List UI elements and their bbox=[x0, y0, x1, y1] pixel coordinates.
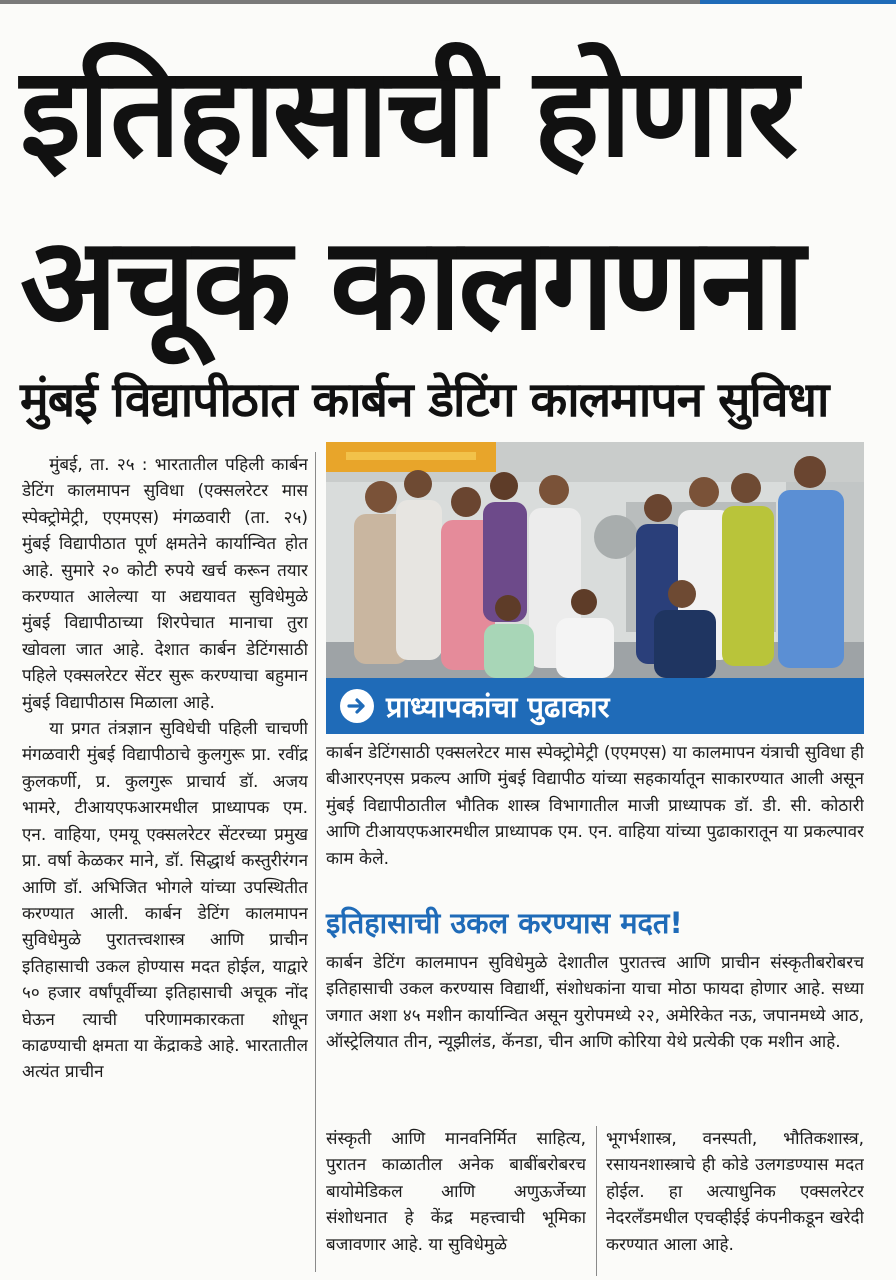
column-divider-2 bbox=[596, 1126, 597, 1276]
subsection-title: इतिहासाची उकल करण्यास मदत! bbox=[326, 906, 683, 940]
bottom-right-column bbox=[606, 1126, 864, 1276]
group-photo bbox=[326, 442, 864, 678]
sub-headline: मुंबई विद्यापीठात कार्बन डेटिंग कालमापन सुविधा bbox=[20, 372, 829, 428]
left-column bbox=[22, 452, 308, 1274]
column-divider bbox=[315, 452, 316, 1272]
bottom-middle-text: संस्कृती आणि मानवनिर्मित साहित्य, पुरातन काळातील अनेक बाबींबरोबरच बायोमेडिकल आणि अणुऊर्जेच्या संशोधनात हे केंद्र महत्त्वाची भूमिका बजावणार आहे. या सुविधेमुळे bbox=[326, 1129, 586, 1255]
right-mid-text: कार्बन डेटिंग कालमापन सुविधेमुळे देशातील पुरातत्त्व आणि प्राचीन संस्कृतीबरोबरच इतिहासाची उकल करण्यास विद्यार्थी, संशोधकांना याचा मोठा फायदा होणार आहे. सध्या जगात अशा ४५ मशीन कार्यान्वित असून युरोपमध्ये २२, अमेरिकेत नऊ, जपानमध्ये आठ, ऑस्ट्रेलियात तीन, न्यूझीलंड, कॅनडा, चीन आणि कोरिया येथे प्रत्येकी एक मशीन आहे. bbox=[326, 953, 864, 1053]
left-paragraph-2: या प्रगत तंत्रज्ञान सुविधेची पहिली चाचणी मंगळवारी मुंबई विद्यापीठाचे कुलगुरू प्रा. रवींद्र कुलकर्णी, प्र. कुलगुरू प्राचार्य डॉ. अजय भामरे, टीआयएफआरमधील प्राध्यापक एम. एन. वाहिया, एमयू एक्सलरेटर सेंटरच्या प्रमुख प्रा. वर्षा केळकर माने, डॉ. सिद्धार्थ कस्तुरीरंगन आणि डॉ. अभिजित भोगले यांच्या उपस्थितीत करण्यात आली. कार्बन डेटिंग कालमापन सुविधेमुळे पुरातत्त्वशास्त्र आणि प्राचीन इतिहासाची उकल होण्यास मदत होईल, याद्वारे ५० हजार वर्षांपूर्वीच्या इतिहासाची अचूक नोंद घेऊन त्याची परिणामकारकता शोधून काढण्याची क्षमता या केंद्राकडे आहे. भारतातील अत्यंत प्राचीन bbox=[22, 719, 308, 1083]
photo-caption-bar bbox=[326, 678, 864, 734]
right-top-paragraph bbox=[326, 740, 864, 890]
left-paragraph-1: मुंबई, ता. २५ : भारतातील पहिली कार्बन डेटिंग कालमापन सुविधा (एक्सलरेटर मास स्पेक्ट्रोमेट्री, एएमएस) मंगळवारी (ता. २५) मुंबई विद्यापीठात पूर्ण क्षमतेने कार्यान्वित होत आहे. सुमारे २० कोटी रुपये खर्च करून तयार करण्यात आलेल्या या अद्ययावत सुविधेमुळे मुंबई विद्यापीठाच्या शिरपेचात मानाचा तुरा खोवला जात आहे. देशात कार्बन डेटिंगसाठी पहिले एक्सलरेटर सेंटर सुरू करण्याचा बहुमान मुंबई विद्यापीठास मिळाला आहे. bbox=[22, 455, 308, 713]
right-mid-paragraph bbox=[326, 950, 864, 1100]
right-top-text: कार्बन डेटिंगसाठी एक्सलरेटर मास स्पेक्ट्रोमेट्री (एएमएस) या कालमापन यंत्राची सुविधा ही बीआरएनएस प्रकल्प आणि मुंबई विद्यापीठ यांच्या सहकार्यातून साकारण्यात आली असून मुंबई विद्यापीठातील भौतिक शास्त्र विभागातील माजी प्राध्यापक डॉ. डी. सी. कोठारी आणि टीआयएफआरमधील प्राध्यापक एम. एन. वाहिया यांच्या पुढाकारातून या प्रकल्पावर काम केले. bbox=[326, 743, 864, 869]
headline-line-2: अचूक कालगणना bbox=[20, 210, 802, 359]
top-accent-border bbox=[700, 0, 896, 4]
arrow-right-icon bbox=[340, 689, 374, 723]
photo-caption: प्राध्यापकांचा पुढाकार bbox=[386, 689, 610, 724]
headline-line-1: इतिहासाची होणार bbox=[20, 41, 796, 185]
bottom-right-text: भूगर्भशास्त्र, वनस्पती, भौतिकशास्त्र, रसायनशास्त्राचे ही कोडे उलगडण्यास मदत होईल. हा अत्याधुनिक एक्सलरेटर नेदरलँडमधील एचव्हीईई कंपनीकडून खरेदी करण्यात आला आहे. bbox=[606, 1129, 864, 1255]
group-photo-illustration bbox=[326, 442, 864, 678]
bottom-middle-column bbox=[326, 1126, 586, 1276]
